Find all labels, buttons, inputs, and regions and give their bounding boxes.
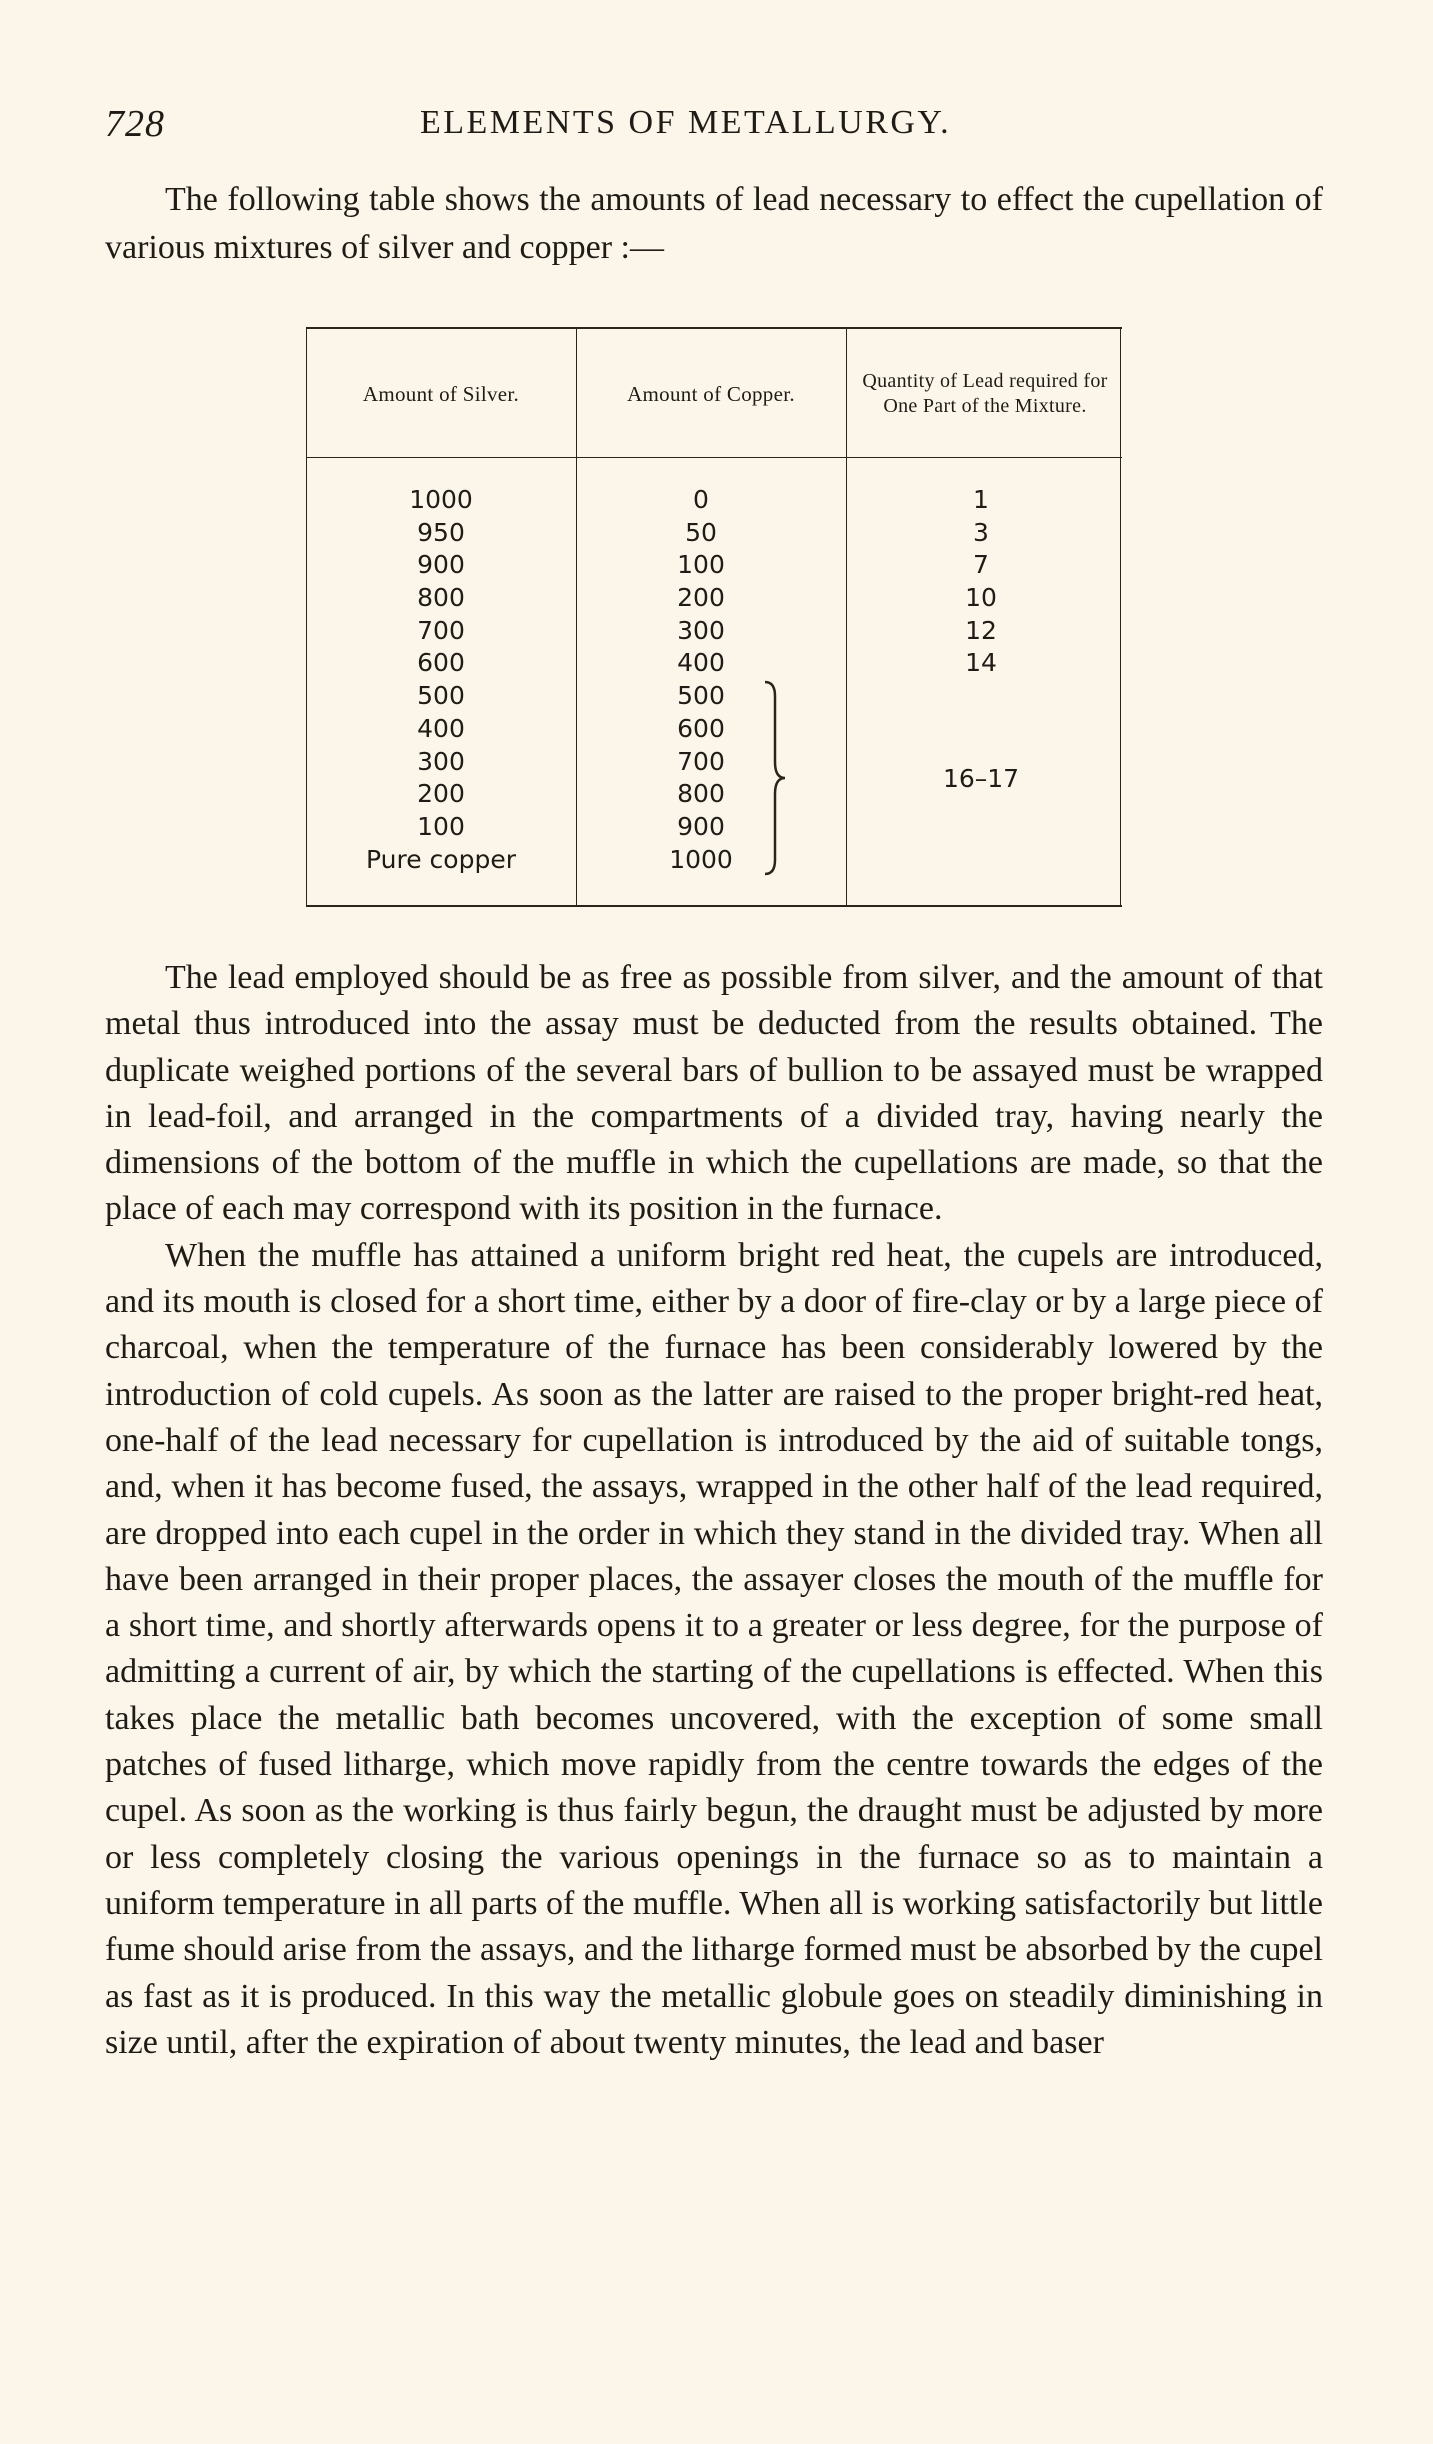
right-curly-brace xyxy=(763,678,787,878)
silver-amount-cell: 100 xyxy=(417,811,465,841)
copper-amount-cell: 600 xyxy=(677,713,725,743)
copper-amount-cell: 500 xyxy=(677,681,725,711)
lead-quantity-cell: 7 xyxy=(973,550,989,580)
page-header xyxy=(105,102,1325,152)
copper-amount-cell: 400 xyxy=(677,648,725,678)
silver-amount-cell: 400 xyxy=(417,713,465,743)
table-top-rule xyxy=(306,327,1122,329)
copper-amount-cell: 200 xyxy=(677,583,725,613)
copper-amount-cell: 700 xyxy=(677,746,725,776)
silver-amount-cell: 500 xyxy=(417,681,465,711)
lead-quantity-table xyxy=(306,327,1122,910)
copper-amount-cell: 800 xyxy=(677,779,725,809)
lead-quantity-cell: 12 xyxy=(965,615,997,645)
running-title: ELEMENTS OF METALLURGY. xyxy=(420,104,952,141)
lead-range-value: 16–17 xyxy=(942,764,1020,793)
silver-amount-cell: 950 xyxy=(417,517,465,547)
table-right-border xyxy=(1120,327,1121,907)
lead-quantity-cell: 14 xyxy=(965,648,997,678)
header-lead: Quantity of Lead required for One Part of the Mixture. xyxy=(862,370,1108,417)
copper-amount-cell: 300 xyxy=(677,615,725,645)
table-bottom-rule xyxy=(306,905,1122,907)
copper-amount-cell: 50 xyxy=(685,517,717,547)
copper-amount-cell: 100 xyxy=(677,550,725,580)
header-copper: Amount of Copper. xyxy=(627,381,795,406)
silver-amount-cell: 600 xyxy=(417,648,465,678)
table-header-rule xyxy=(306,457,1122,458)
lead-column xyxy=(846,484,1116,680)
copper-amount-cell: 1000 xyxy=(669,844,733,874)
intro-paragraph: The following table shows the amounts of lead necessary to effect the cupellation of various mixtures of silver and copper :— xyxy=(105,181,1323,266)
paragraph: The lead employed should be as free as possible from silver, and the amount of that metal thus introduced into the assay must be deducted from the results obtained. The duplicate weighed portions of the several bars of bullion to be assayed must be wrapped in lead-foil, and arranged in the compartments of a divided tray, having nearly the dimensions of the bottom of the muffle in which the cupellations are made, so that the place of each may correspond with its position in the furnace. xyxy=(105,959,1323,1228)
lead-quantity-cell: 1 xyxy=(973,485,989,514)
silver-column xyxy=(306,484,576,876)
silver-amount-cell: 700 xyxy=(417,615,465,645)
silver-amount-cell: 900 xyxy=(417,550,465,580)
copper-amount-cell: 900 xyxy=(677,811,725,841)
silver-amount-cell: Pure copper xyxy=(366,844,516,874)
header-silver: Amount of Silver. xyxy=(362,381,520,406)
copper-column xyxy=(576,484,826,876)
lead-quantity-cell: 10 xyxy=(965,583,997,613)
silver-amount-cell: 300 xyxy=(417,746,465,776)
silver-amount-cell: 200 xyxy=(417,779,465,809)
page-number: 728 xyxy=(105,103,165,145)
silver-amount-cell: 1000 xyxy=(409,485,473,514)
paragraph: When the muffle has attained a uniform bright red heat, the cupels are introduced, and its mouth is closed for a short time, either by a door of fire-clay or by a large piece of charcoal, when the temperature of the furnace has been considerably lowered by the introduction of cold cupels. As soon as the latter are raised to the proper bright-red heat, one-half of the lead necessary for cupellation is introduced by the aid of suitable tongs, and, when it has become fused, the assays, wrapped in the other half of the lead required, are dropped into each cupel in the order in which they stand in the divided tray. When all have been arranged in their proper places, the assayer closes the mouth of the muffle for a short time, and shortly afterwards opens it to a greater or less degree, for the purpose of admitting a current of air, by which the starting of the cupellations is effected. When this takes place the metallic bath becomes uncovered, with the exception of some small patches of fused litharge, which move rapidly from the centre towards the edges of the cupel. As soon as the working is thus fairly begun, the draught must be adjusted by more or less completely closing the various openings in the furnace so as to maintain a uniform temperature in all parts of the muffle. When all is working satisfactorily but little fume should arise from the assays, and the litharge formed must be absorbed by the cupel as fast as it is produced. In this way the metallic globule goes on steadily diminishing in size until, after the expiration of about twenty minutes, the lead and baser xyxy=(105,1236,1323,2061)
silver-amount-cell: 800 xyxy=(417,583,465,613)
body-text xyxy=(105,955,1323,2066)
lead-quantity-cell: 3 xyxy=(973,517,989,547)
copper-amount-cell: 0 xyxy=(693,485,709,514)
